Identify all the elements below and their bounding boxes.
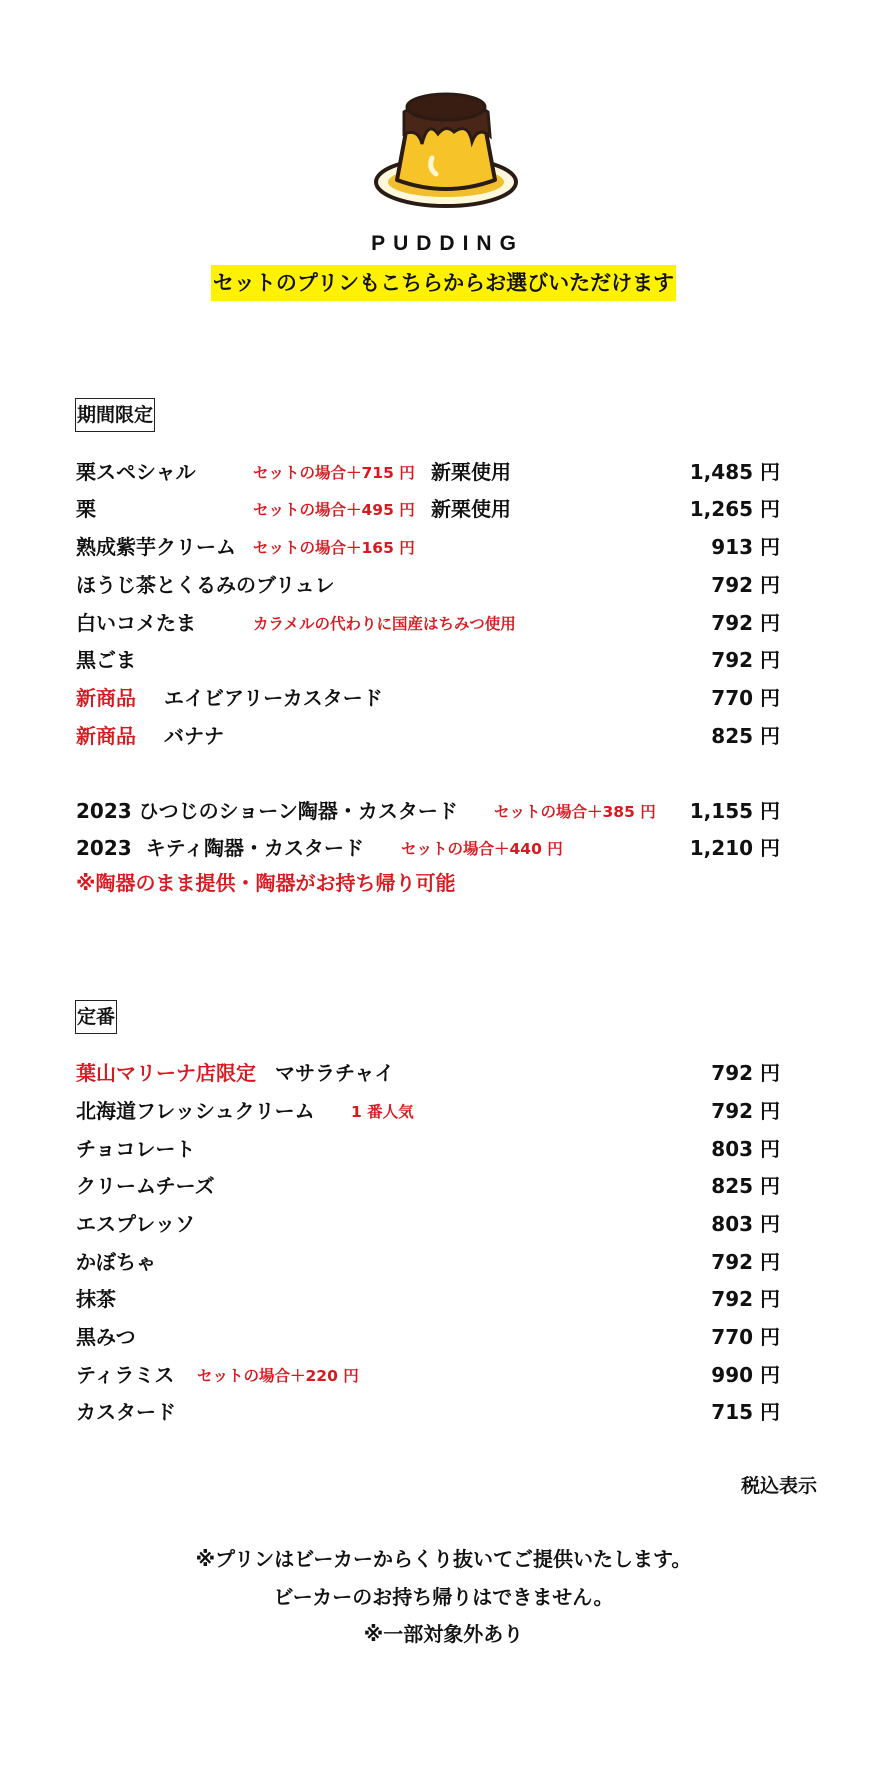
menu-item [76, 1282, 780, 1316]
menu-item [76, 1320, 780, 1354]
item-price: 792 円 [711, 611, 780, 635]
pudding-icon [370, 76, 522, 222]
item-price: 803 円 [711, 1137, 780, 1161]
item-name: 栗 [76, 497, 96, 521]
store-limited-tag: 葉山マリーナ店限定 [76, 1061, 256, 1085]
menu-item [76, 1132, 780, 1166]
page-title: PUDDING [371, 232, 524, 255]
item-note: セットの場合＋385 円 [494, 803, 656, 821]
item-extra: 新栗使用 [431, 460, 511, 484]
menu-item [76, 1169, 780, 1203]
item-name: 2023 ひつじのショーン陶器・カスタード [76, 799, 458, 823]
item-price: 1,485 円 [689, 460, 780, 484]
item-price: 1,155 円 [689, 799, 780, 823]
item-name: カスタード [76, 1400, 176, 1424]
set-pudding-notice: セットのプリンもこちらからお選びいただけます [211, 265, 676, 301]
item-name: 熟成紫芋クリーム [76, 535, 236, 559]
footer-note-1: ※プリンはビーカーからくり抜いてご提供いたします。 [195, 1547, 692, 1571]
footer-note-3: ※一部対象外あり [363, 1622, 524, 1646]
new-item-tag: 新商品 [76, 724, 136, 748]
menu-item [76, 492, 780, 526]
menu-item [76, 568, 780, 602]
item-name: 北海道フレッシュクリーム [76, 1099, 315, 1123]
menu-item [76, 1245, 780, 1279]
item-name: 白いコメたま [76, 611, 196, 635]
item-name: 黒ごま [76, 648, 136, 672]
item-note: カラメルの代わりに国産はちみつ使用 [253, 615, 516, 633]
item-price: 792 円 [711, 1061, 780, 1085]
section-label-limited: 期間限定 [75, 398, 155, 432]
item-price: 770 円 [711, 1325, 780, 1349]
item-price: 792 円 [711, 648, 780, 672]
menu-item [76, 719, 780, 753]
item-price: 1,210 円 [689, 836, 780, 860]
item-note: セットの場合＋165 円 [253, 539, 415, 557]
item-name: かぼちゃ [76, 1250, 156, 1274]
item-extra: 新栗使用 [431, 497, 511, 521]
menu-item [76, 681, 780, 715]
item-price: 803 円 [711, 1212, 780, 1236]
item-name: ティラミス [76, 1363, 175, 1387]
menu-item-ceramic [76, 831, 780, 865]
menu-item [76, 530, 780, 564]
item-price: 715 円 [711, 1400, 780, 1424]
new-item-tag: 新商品 [76, 686, 136, 710]
item-name: クリームチーズ [76, 1174, 215, 1198]
item-name: バナナ [164, 724, 224, 748]
subtitle-row [0, 265, 887, 301]
item-note: セットの場合＋220 円 [197, 1367, 359, 1385]
item-name: エイビアリーカスタード [164, 686, 383, 710]
menu-item-ceramic [76, 794, 780, 828]
menu-item [76, 606, 780, 640]
item-note: セットの場合＋495 円 [253, 501, 415, 519]
footer-note-2: ビーカーのお持ち帰りはできません。 [273, 1585, 614, 1609]
item-name: ほうじ茶とくるみのブリュレ [76, 573, 335, 597]
tax-note: 税込表示 [740, 1475, 817, 1497]
pudding-logo [370, 76, 522, 222]
popular-badge: 1 番人気 [351, 1103, 414, 1121]
item-name: エスプレッソ [76, 1212, 195, 1236]
item-price: 792 円 [711, 1099, 780, 1123]
menu-item [76, 643, 780, 677]
item-name: 栗スペシャル [76, 460, 196, 484]
ceramic-note: ※陶器のまま提供・陶器がお持ち帰り可能 [76, 871, 456, 895]
item-price: 990 円 [711, 1363, 780, 1387]
item-price: 913 円 [711, 535, 780, 559]
menu-item [76, 1056, 780, 1090]
item-name: チョコレート [76, 1137, 196, 1161]
menu-item [76, 455, 780, 489]
item-price: 770 円 [711, 686, 780, 710]
item-price: 792 円 [711, 1287, 780, 1311]
item-name: 2023 キティ陶器・カスタード [76, 836, 364, 860]
item-price: 825 円 [711, 1174, 780, 1198]
item-price: 1,265 円 [689, 497, 780, 521]
menu-item [76, 1358, 780, 1392]
menu-item [76, 1395, 780, 1429]
item-name: マサラチャイ [275, 1061, 395, 1085]
menu-item [76, 1094, 780, 1128]
section-label-standard: 定番 [75, 1000, 117, 1034]
item-name: 抹茶 [76, 1287, 116, 1311]
menu-item [76, 1207, 780, 1241]
item-price: 825 円 [711, 724, 780, 748]
item-note: セットの場合＋440 円 [401, 840, 563, 858]
item-price: 792 円 [711, 573, 780, 597]
item-name: 黒みつ [76, 1325, 136, 1349]
item-note: セットの場合＋715 円 [253, 464, 415, 482]
item-price: 792 円 [711, 1250, 780, 1274]
